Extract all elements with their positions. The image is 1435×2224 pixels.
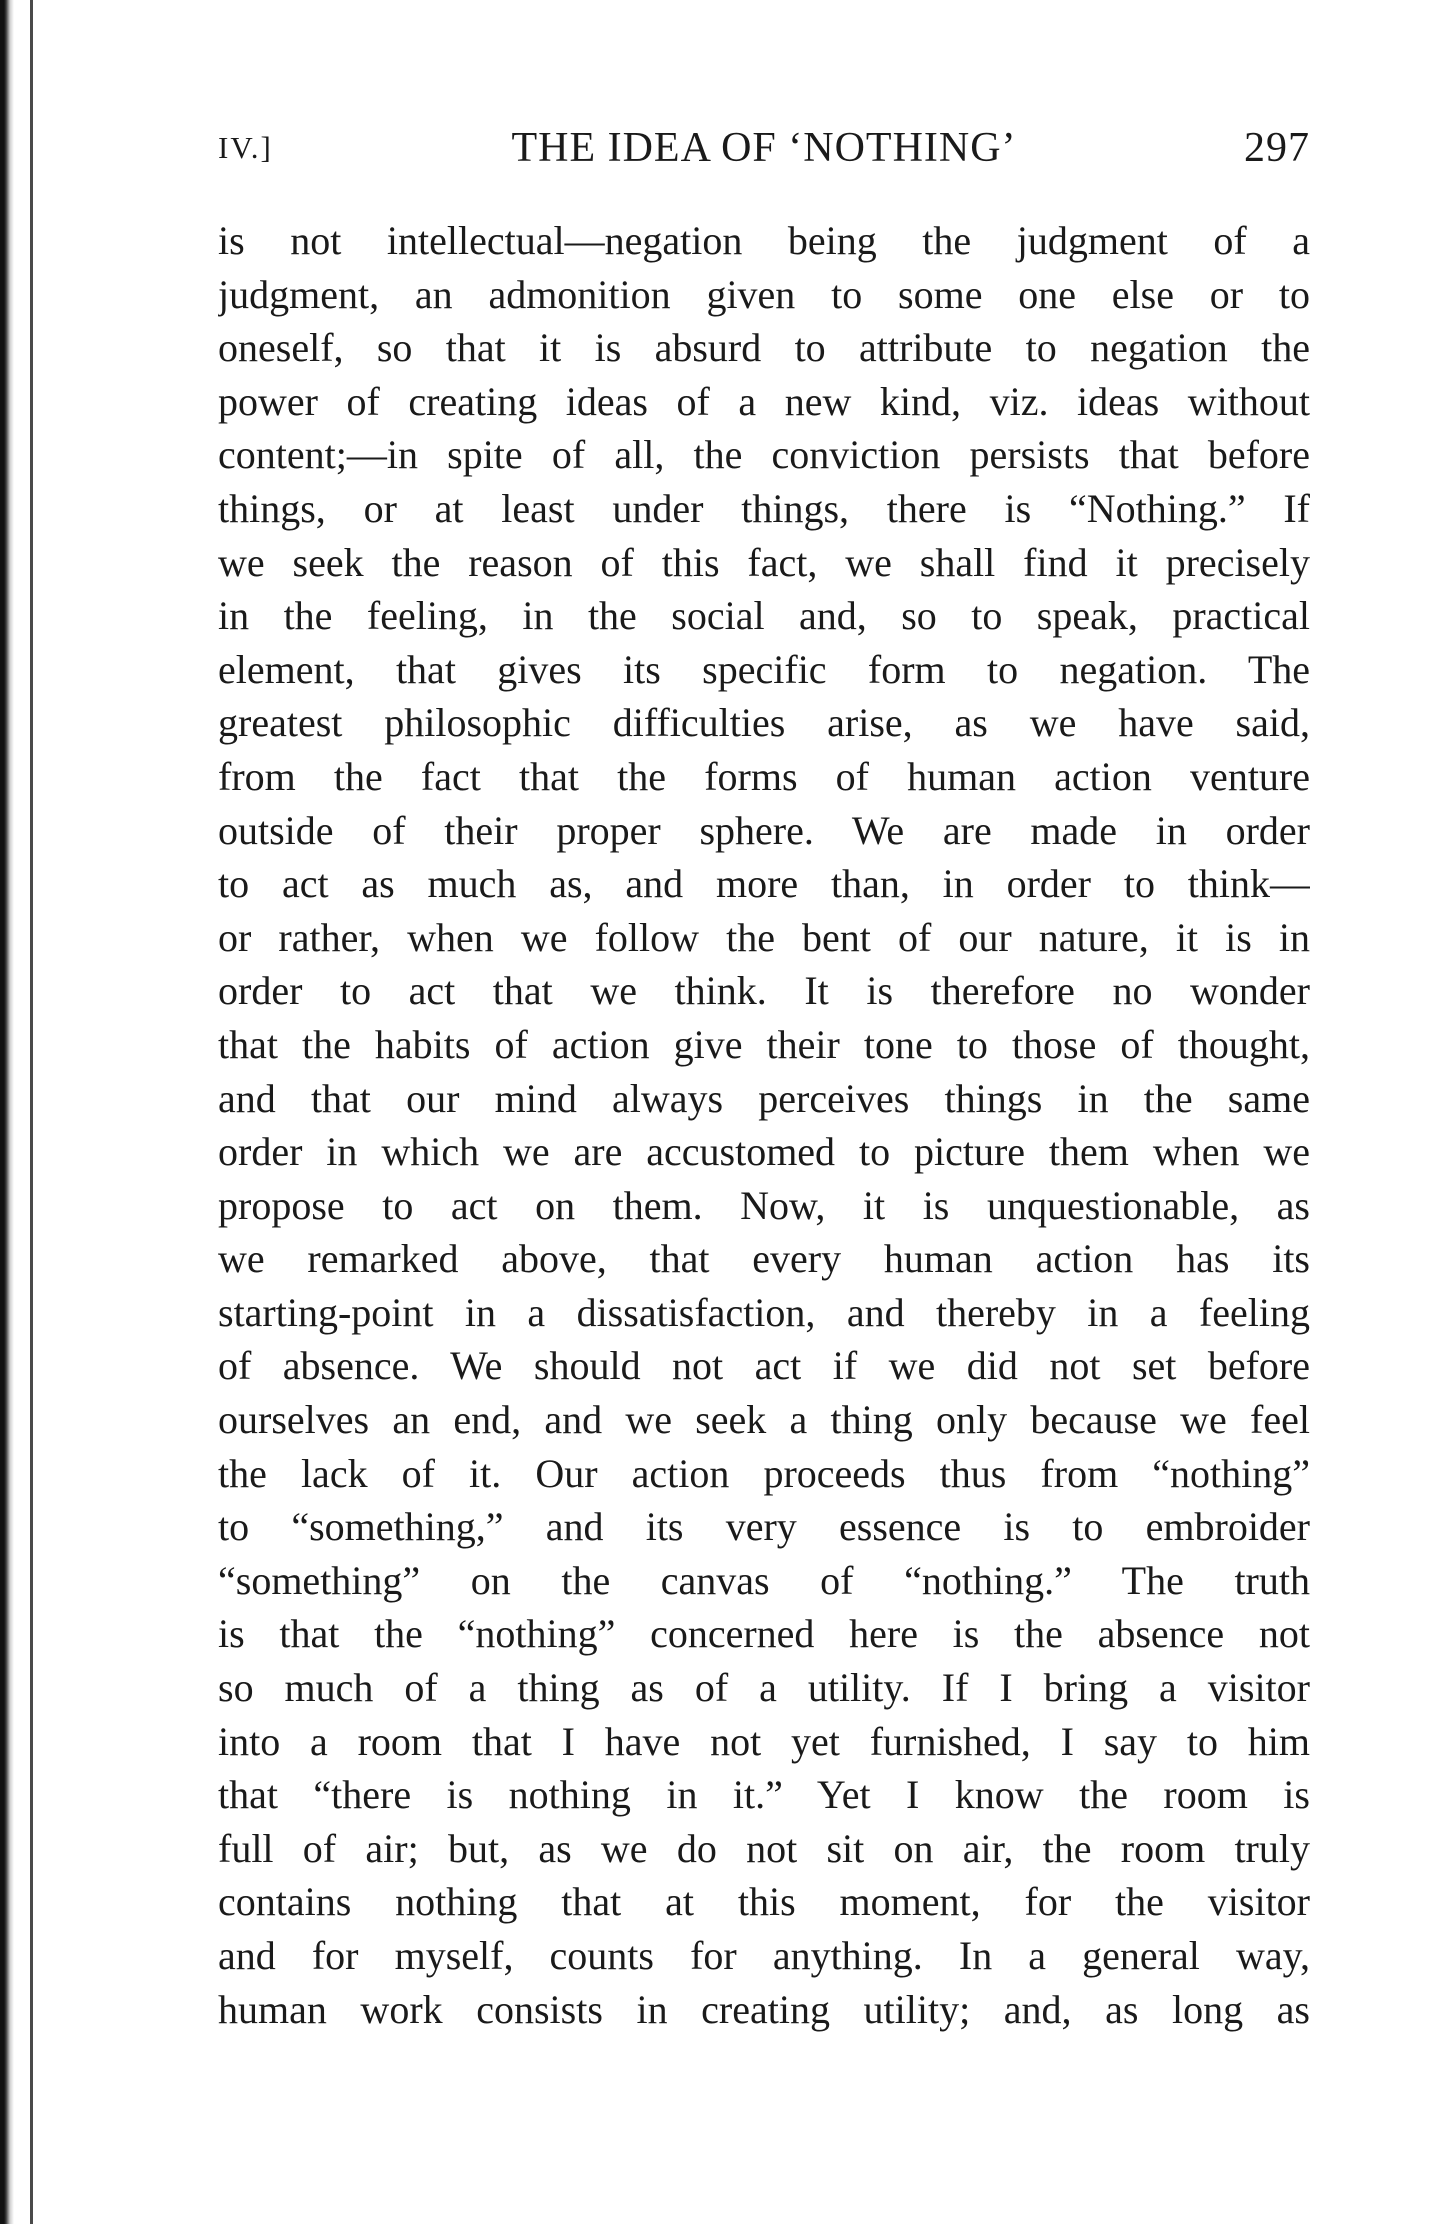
text-line: element, that gives its specific form to negation. The (218, 646, 1310, 692)
text-line: we seek the reason of this fact, we shall find it precisely (218, 539, 1310, 585)
text-line: so much of a thing as of a utility. If I bring a visitor (218, 1665, 1310, 1711)
text-line: we remarked above, that every human action has its (218, 1236, 1310, 1282)
text-line: oneself, so that it is absurd to attribute to negation the (218, 325, 1310, 371)
text-line: ourselves an end, and we seek a thing only because we feel (218, 1397, 1310, 1443)
text-line: and that our mind always perceives things in the same (218, 1075, 1310, 1121)
text-line: the lack of it. Our action proceeds thus from “nothing” (218, 1450, 1310, 1496)
text-line: things, or at least under things, there is “Nothing.” If (218, 485, 1310, 531)
text-line: is that the “nothing” concerned here is the absence not (218, 1611, 1310, 1657)
page-binding-edge (0, 0, 14, 2224)
text-line: “something” on the canvas of “nothing.” The truth (218, 1557, 1310, 1603)
text-line: contains nothing that at this moment, for the visitor (218, 1879, 1310, 1925)
text-line: order in which we are accustomed to picture them when we (218, 1129, 1310, 1175)
running-title: THE IDEA OF ‘NOTHING’ (511, 125, 1017, 171)
text-line: and for myself, counts for anything. In a general way, (218, 1933, 1310, 1978)
text-line: into a room that I have not yet furnished, I say to him (218, 1718, 1310, 1764)
text-line: full of air; but, as we do not sit on air, the room truly (218, 1825, 1310, 1871)
page-header (218, 124, 1310, 184)
chapter-marker: IV.] (218, 130, 273, 165)
text-line: outside of their proper sphere. We are made in order (218, 807, 1310, 853)
text-line: starting-point in a dissatisfaction, and thereby in a feeling (218, 1289, 1310, 1335)
text-line: of absence. We should not act if we did not set before (218, 1343, 1310, 1389)
text-line: that the habits of action give their tone to those of thought, (218, 1021, 1310, 1067)
text-line: or rather, when we follow the bent of our nature, it is in (218, 914, 1310, 960)
text-line: to “something,” and its very essence is to embroider (218, 1504, 1310, 1550)
text-line: to act as much as, and more than, in order to think— (218, 861, 1310, 907)
text-line: content;—in spite of all, the conviction persists that before (218, 432, 1310, 478)
text-line: order to act that we think. It is therefore no wonder (218, 968, 1310, 1014)
page-binding-line (30, 0, 33, 2224)
text-line: in the feeling, in the social and, so to speak, practical (218, 593, 1310, 639)
text-line: is not intellectual—negation being the judgment of a (218, 218, 1310, 263)
body-text (218, 214, 1310, 2036)
text-line: that “there is nothing in it.” Yet I know the room is (218, 1772, 1310, 1818)
text-line: from the fact that the forms of human action venture (218, 753, 1310, 799)
text-line: judgment, an admonition given to some one else or to (218, 271, 1310, 317)
page-number: 297 (1244, 125, 1310, 171)
text-line: power of creating ideas of a new kind, viz. ideas without (218, 378, 1310, 424)
text-line: greatest philosophic difficulties arise, as we have said, (218, 700, 1310, 746)
text-line: human work consists in creating utility; and, as long as (218, 1986, 1310, 2032)
text-line: propose to act on them. Now, it is unquestionable, as (218, 1182, 1310, 1228)
